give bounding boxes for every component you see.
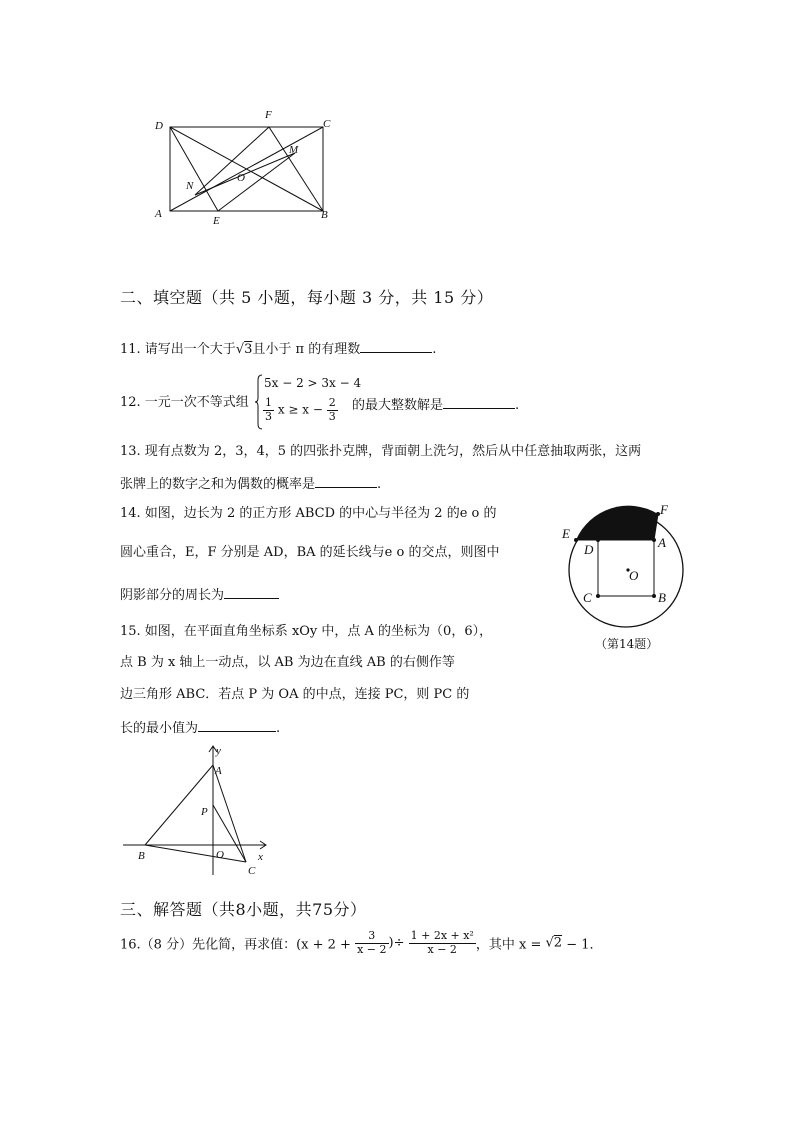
frac-den: x − 2 [427,942,457,956]
frac-num: 3 [355,930,388,944]
q13-line2-wrap [120,475,381,491]
label-b: B [658,590,666,605]
segment-ed [170,127,218,211]
q11-end: . [432,342,437,357]
label-b: B [138,850,145,862]
label-a: A [215,765,222,777]
q12-end: . [515,398,520,413]
label-m: M [289,144,299,156]
square-abcd [598,540,654,596]
sqrt-symbol: √ [545,935,554,951]
label-o: O [216,849,224,861]
label-p: P [201,806,208,818]
q12-inequality-1: 5x − 2 > 3x − 4 [264,376,362,390]
frac-num: 1 + 2x + x² [410,929,474,942]
q16-fraction-1 [355,930,388,956]
label-o: O [237,172,245,184]
segment-em [218,153,295,211]
q11-radicand: 3 [244,342,253,357]
q14-line3: 阴影部分的周长为 [120,588,225,603]
q16-div: )÷ [388,935,405,951]
q16-fraction-2 [409,930,476,956]
q16-radicand: 2 [553,935,563,951]
segment-ab [145,765,213,845]
label-f: F [265,109,272,121]
rectangle-figure [145,103,345,233]
label-a: A [658,535,666,550]
q15-answer-blank[interactable] [198,719,276,732]
label-a: A [155,208,162,220]
q15-line2: 点 B 为 x 轴上一动点，以 AB 为边在直线 AB 的右侧作等 [120,655,455,670]
frac-num: 2 [328,396,336,409]
label-c: C [248,865,256,877]
section3-heading: 三、解答题（共8小题，共75分） [120,900,367,919]
label-c: C [323,118,331,130]
q12-answer-blank[interactable] [443,396,515,409]
segment-fn [195,127,269,195]
label-c: C [583,590,592,605]
q12-inequality-2-mid: x ≥ x − [277,402,323,417]
q15-line3: 边三角形 ABC．若点 P 为 OA 的中点，连接 PC，则 PC 的 [120,687,470,702]
label-n: N [186,180,194,192]
label-d: D [584,542,594,557]
question-11 [120,340,436,356]
q13-line2: 张牌上的数字之和为偶数的概率是 [120,477,316,492]
q12-suffix: 的最大整数解是 [352,398,444,413]
frac-den: 3 [265,409,272,423]
label-e: E [213,215,220,227]
q16-mid: ，其中 x = [475,937,542,953]
q15-line4-wrap [120,719,280,735]
frac-den: x − 2 [357,942,387,956]
brace-icon [255,374,263,430]
coordinate-figure [118,740,278,880]
q15-end: . [276,721,281,736]
label-o: O [629,568,639,583]
q14-line1: 14. 如图，边长为 2 的正方形 ABCD 的中心与半径为 2 的e o 的 [120,506,497,521]
q12-suffix-line [352,396,519,412]
q13-end: . [377,477,382,492]
label-e: E [562,526,570,541]
shaded-region [576,506,658,540]
q11-prefix: 11. 请写出一个大于 [120,342,236,357]
q12-inequality-2 [263,397,338,423]
circle-square-figure [557,498,692,630]
q13-line1: 13. 现有点数为 2，3，4，5 的四张扑克牌，背面朝上洗匀，然后从中任意抽取两张，这两 [120,444,642,459]
label-d: D [155,120,163,132]
q11-answer-blank[interactable] [360,340,432,353]
sqrt-symbol: √ [235,342,245,357]
question-16 [120,930,603,956]
q11-suffix: 且小于 π 的有理数 [252,342,361,357]
segment-bc [145,845,246,862]
q16-prefix: 16.（8 分）先化简，再求值：(x + 2 + [120,937,351,953]
q15-line4: 长的最小值为 [120,721,199,736]
label-b: B [321,209,328,221]
segment-nm [195,153,295,195]
q12-fraction-two-thirds [327,397,338,423]
frac-den: 3 [328,409,336,423]
q14-line3-wrap [120,586,279,602]
label-y: y [216,745,221,757]
q14-line2: 圆心重合，E，F 分别是 AD，BA 的延长线与e o 的交点，则图中 [120,545,500,560]
q14-answer-blank[interactable] [224,586,279,599]
section2-heading: 二、填空题（共 5 小题，每小题 3 分，共 15 分） [120,288,494,307]
q13-answer-blank[interactable] [315,475,377,488]
q12-prefix: 12. 一元一次不等式组 [120,395,249,410]
q16-suffix: − 1． [566,937,603,953]
label-x: x [258,851,263,863]
label-f: F [660,502,668,517]
segment-fb [269,127,323,211]
q12-fraction-one-third [263,397,274,423]
frac-num: 1 [265,396,272,409]
q15-line1: 15. 如图，在平面直角坐标系 xOy 中，点 A 的坐标为（0，6）， [120,624,493,639]
q14-caption: （第14题） [595,637,659,651]
